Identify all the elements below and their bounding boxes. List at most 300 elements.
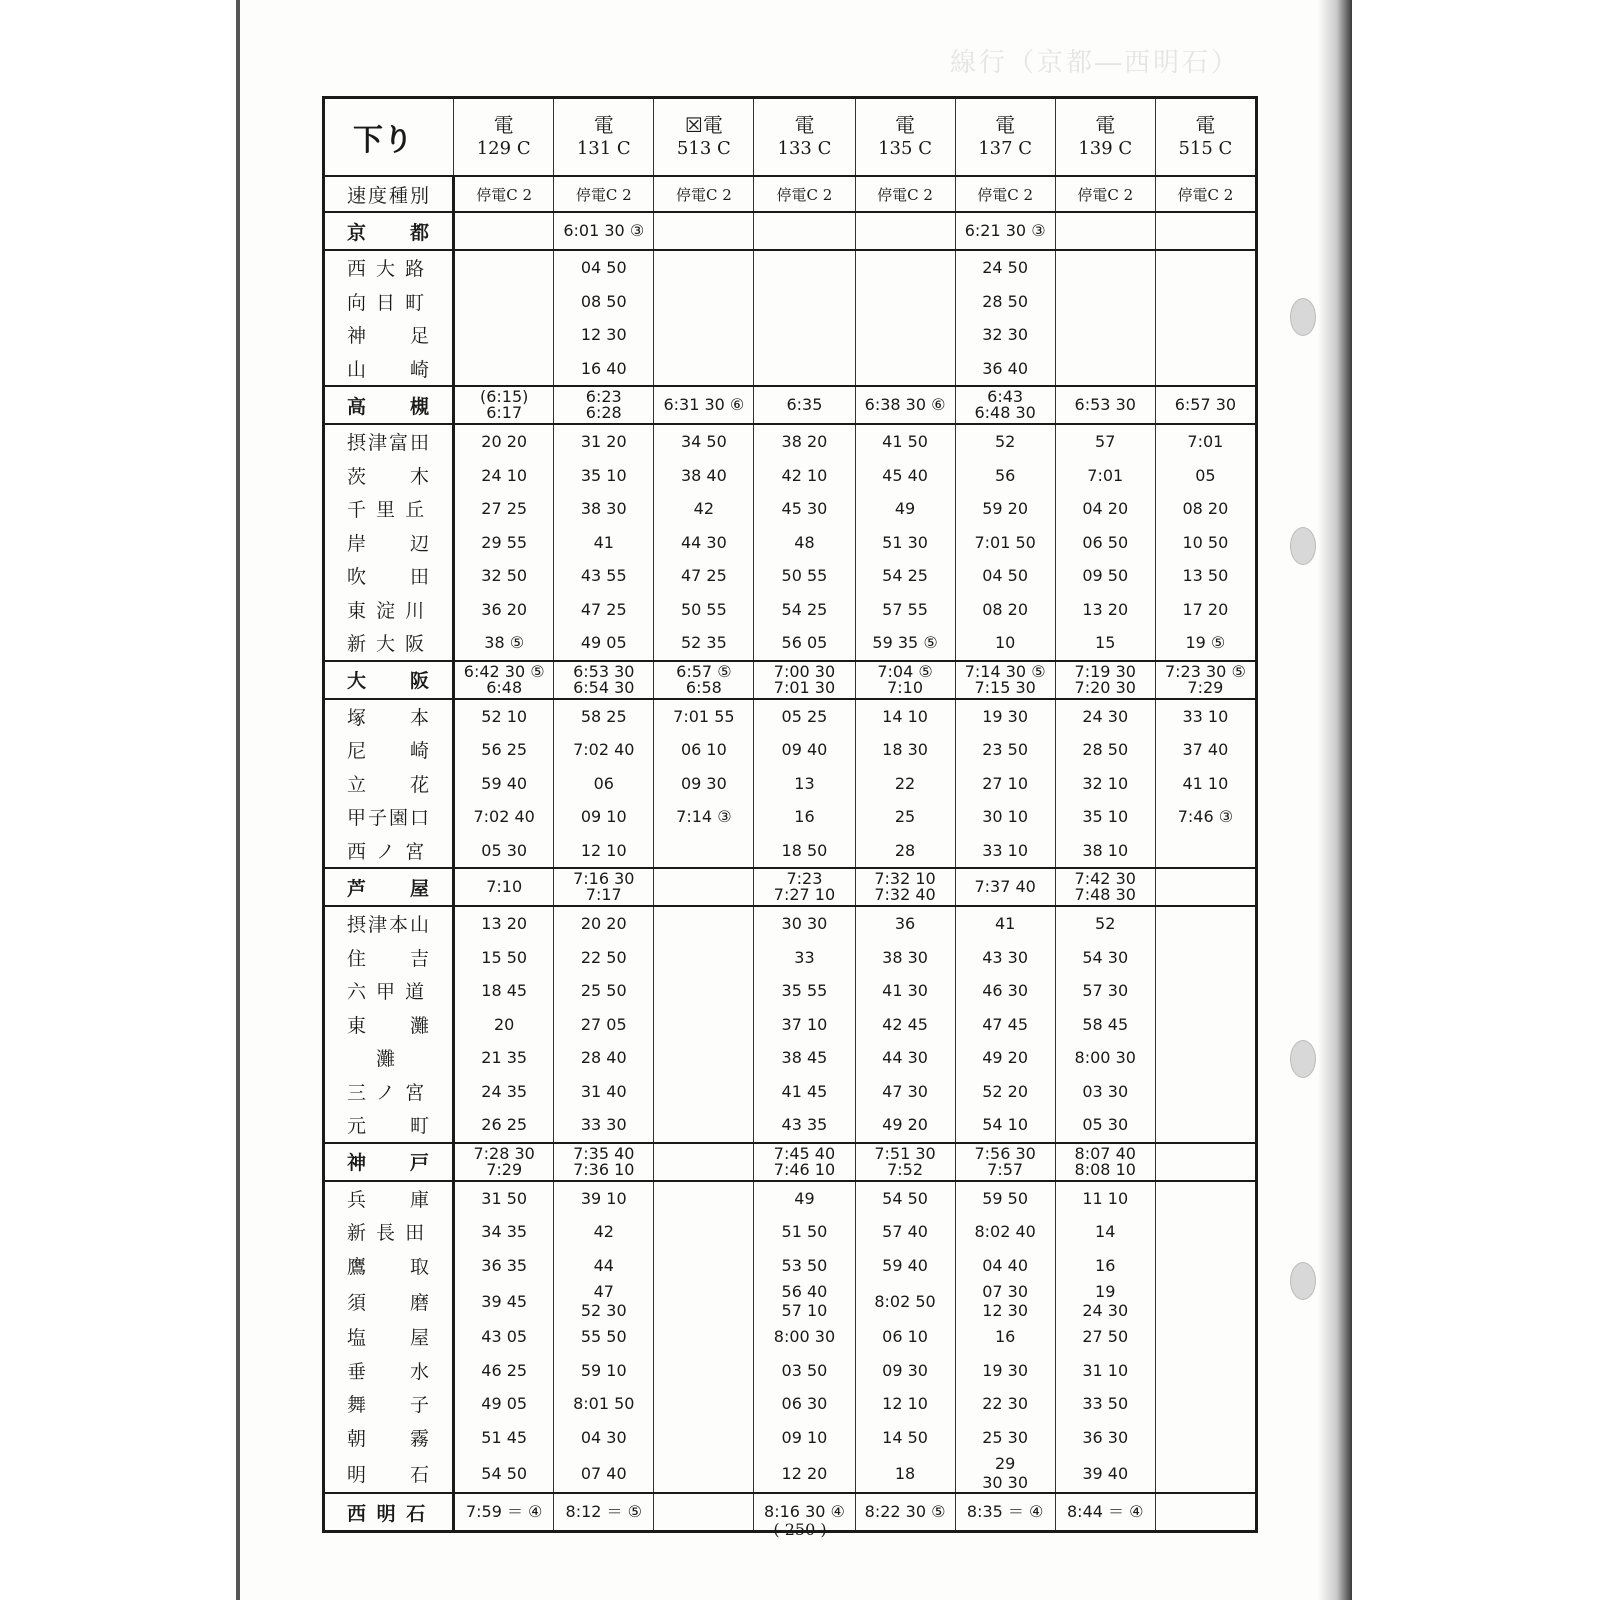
station-name: 高 槻 bbox=[324, 386, 454, 424]
time-cell: 24 10 bbox=[454, 459, 554, 493]
punch-hole bbox=[1290, 527, 1316, 565]
time-cell: 49 05 bbox=[454, 1387, 554, 1421]
time-cell: 49 bbox=[855, 492, 955, 526]
departure-time: 7:46 10 bbox=[773, 1159, 836, 1179]
time-cell: 7:14 ③ bbox=[654, 800, 754, 834]
station-name: 鷹 取 bbox=[324, 1249, 454, 1283]
time-cell: 39 10 bbox=[554, 1181, 654, 1216]
arrival-time: 6:53 30 bbox=[573, 661, 635, 681]
departure-time: 6:48 30 bbox=[974, 403, 1036, 422]
train-kind: 電 bbox=[1195, 113, 1216, 137]
time-cell: 04 50 bbox=[554, 250, 654, 285]
train-number: 513 C bbox=[676, 138, 731, 159]
time-cell: 13 50 bbox=[1155, 559, 1256, 593]
time-cell: 47 25 bbox=[554, 593, 654, 627]
time-cell: 54 50 bbox=[454, 1454, 554, 1493]
time-cell: 8:02 50 bbox=[855, 1282, 955, 1320]
time-cell: 59 20 bbox=[955, 492, 1055, 526]
station-row bbox=[324, 1282, 1257, 1320]
time-cell bbox=[554, 386, 654, 424]
station-name: 須 磨 bbox=[324, 1282, 454, 1320]
departure-time: 7:48 30 bbox=[1074, 885, 1136, 904]
time-cell bbox=[955, 1282, 1055, 1320]
station-name: 摂津富田 bbox=[324, 424, 454, 459]
station-name: 住 吉 bbox=[324, 941, 454, 975]
arrival-time: 7:23 bbox=[786, 869, 823, 888]
time-cell: 32 10 bbox=[1055, 767, 1155, 801]
time-cell bbox=[1155, 1249, 1256, 1283]
time-cell: 09 10 bbox=[754, 1421, 855, 1455]
time-cell bbox=[654, 868, 754, 906]
time-cell: 09 30 bbox=[855, 1354, 955, 1388]
time-cell: 13 20 bbox=[1055, 593, 1155, 627]
time-cell bbox=[1055, 1143, 1155, 1181]
time-cell: 7:02 40 bbox=[554, 733, 654, 767]
time-cell bbox=[654, 250, 754, 285]
time-cell bbox=[754, 318, 855, 352]
station-row bbox=[324, 285, 1257, 319]
time-cell: 08 50 bbox=[554, 285, 654, 319]
station-name: 東 灘 bbox=[324, 1008, 454, 1042]
time-cell: 54 25 bbox=[754, 593, 855, 627]
time-cell bbox=[855, 352, 955, 387]
time-cell: 25 bbox=[855, 800, 955, 834]
time-cell: 56 05 bbox=[754, 626, 855, 661]
station-name: 京 都 bbox=[324, 212, 454, 250]
arrival-time: 7:45 40 bbox=[773, 1143, 836, 1163]
time-cell bbox=[654, 318, 754, 352]
time-cell: 7:01 bbox=[1055, 459, 1155, 493]
time-cell: 8:00 30 bbox=[754, 1320, 855, 1354]
departure-time: 7:32 40 bbox=[874, 885, 936, 904]
time-cell: 44 30 bbox=[654, 526, 754, 560]
train-header bbox=[454, 98, 554, 177]
time-cell bbox=[855, 250, 955, 285]
time-cell: 22 30 bbox=[955, 1387, 1055, 1421]
time-cell bbox=[754, 1143, 855, 1181]
time-cell bbox=[1155, 1215, 1256, 1249]
time-cell: 7:01 55 bbox=[654, 699, 754, 734]
time-cell: 49 05 bbox=[554, 626, 654, 661]
time-cell: 54 10 bbox=[955, 1108, 1055, 1143]
time-cell: 28 50 bbox=[955, 285, 1055, 319]
time-cell: 42 bbox=[554, 1215, 654, 1249]
arrival-time: 7:16 30 bbox=[573, 869, 635, 888]
time-cell bbox=[754, 250, 855, 285]
time-cell bbox=[654, 1249, 754, 1283]
time-cell: 18 50 bbox=[754, 834, 855, 869]
time-cell: 34 35 bbox=[454, 1215, 554, 1249]
time-cell: 6:57 30 bbox=[1155, 386, 1256, 424]
train-number-header-row bbox=[324, 98, 1257, 177]
time-cell: 05 25 bbox=[754, 699, 855, 734]
train-number: 515 C bbox=[1178, 138, 1233, 159]
train-kind: 電 bbox=[995, 113, 1016, 137]
time-cell bbox=[955, 1143, 1055, 1181]
time-cell: 6:01 30 ③ bbox=[554, 212, 654, 250]
station-row bbox=[324, 941, 1257, 975]
time-cell: 6:38 30 ⑥ bbox=[855, 386, 955, 424]
time-cell: 52 bbox=[1055, 906, 1155, 941]
time-cell: 56 bbox=[955, 459, 1055, 493]
time-cell: 09 30 bbox=[654, 767, 754, 801]
time-cell bbox=[1155, 1387, 1256, 1421]
time-cell: 53 50 bbox=[754, 1249, 855, 1283]
time-cell: 7:02 40 bbox=[454, 800, 554, 834]
time-cell bbox=[1055, 212, 1155, 250]
speed-type: 停電C 2 bbox=[955, 176, 1055, 212]
station-name: 朝 霧 bbox=[324, 1421, 454, 1455]
scan-margin-left bbox=[0, 0, 236, 1600]
station-name: 兵 庫 bbox=[324, 1181, 454, 1216]
station-name: 神 足 bbox=[324, 318, 454, 352]
departure-time: 7:57 bbox=[987, 1159, 1024, 1179]
time-cell: 23 50 bbox=[955, 733, 1055, 767]
time-cell: 26 25 bbox=[454, 1108, 554, 1143]
time-cell: 31 10 bbox=[1055, 1354, 1155, 1388]
time-cell: 41 30 bbox=[855, 974, 955, 1008]
time-cell: 31 20 bbox=[554, 424, 654, 459]
arrival-time: 7:19 30 bbox=[1074, 661, 1136, 681]
speed-type: 停電C 2 bbox=[554, 176, 654, 212]
time-cell bbox=[654, 1041, 754, 1075]
time-cell bbox=[654, 212, 754, 250]
departure-time: 7:52 bbox=[887, 1159, 924, 1179]
station-row bbox=[324, 1108, 1257, 1143]
arrival-time: 8:07 40 bbox=[1074, 1143, 1136, 1163]
departure-time: 7:01 30 bbox=[773, 677, 836, 697]
time-cell: 18 30 bbox=[855, 733, 955, 767]
time-cell bbox=[654, 1108, 754, 1143]
time-cell: 12 20 bbox=[754, 1454, 855, 1493]
time-cell: 42 10 bbox=[754, 459, 855, 493]
time-cell bbox=[1155, 1143, 1256, 1181]
time-cell: 43 55 bbox=[554, 559, 654, 593]
departure-time: 24 30 bbox=[1082, 1301, 1129, 1320]
train-header bbox=[1155, 98, 1256, 177]
time-cell: 27 05 bbox=[554, 1008, 654, 1042]
time-cell: 36 35 bbox=[454, 1249, 554, 1283]
time-cell: 42 bbox=[654, 492, 754, 526]
time-cell bbox=[855, 661, 955, 699]
time-cell: 18 45 bbox=[454, 974, 554, 1008]
time-cell: 51 50 bbox=[754, 1215, 855, 1249]
time-cell: 44 bbox=[554, 1249, 654, 1283]
time-cell bbox=[654, 1215, 754, 1249]
time-cell bbox=[654, 1143, 754, 1181]
station-name: 芦 屋 bbox=[324, 868, 454, 906]
time-cell bbox=[855, 868, 955, 906]
time-cell bbox=[754, 1282, 855, 1320]
time-cell bbox=[554, 1143, 654, 1181]
station-name: 塩 屋 bbox=[324, 1320, 454, 1354]
station-row bbox=[324, 800, 1257, 834]
time-cell bbox=[454, 318, 554, 352]
station-name: 新 大 阪 bbox=[324, 626, 454, 661]
arrival-time: 7:32 10 bbox=[874, 869, 936, 888]
station-name: 吹 田 bbox=[324, 559, 454, 593]
time-cell: 8:35 ＝ ④ bbox=[955, 1493, 1055, 1532]
time-cell: 7:59 ＝ ④ bbox=[454, 1493, 554, 1532]
time-cell: 28 50 bbox=[1055, 733, 1155, 767]
speed-type-row bbox=[324, 176, 1257, 212]
time-cell bbox=[1055, 352, 1155, 387]
time-cell: 04 20 bbox=[1055, 492, 1155, 526]
station-row bbox=[324, 318, 1257, 352]
time-cell: 24 50 bbox=[955, 250, 1055, 285]
time-cell bbox=[654, 941, 754, 975]
station-name: 西 ノ 宮 bbox=[324, 834, 454, 869]
time-cell: 45 40 bbox=[855, 459, 955, 493]
time-cell bbox=[654, 1008, 754, 1042]
station-name: 西 明 石 bbox=[324, 1493, 454, 1532]
time-cell: 8:12 ＝ ⑤ bbox=[554, 1493, 654, 1532]
train-number: 131 C bbox=[576, 138, 631, 159]
speed-type-label: 速度種別 bbox=[324, 176, 454, 212]
arrival-time: 7:04 ⑤ bbox=[877, 661, 933, 681]
time-cell: 17 20 bbox=[1155, 593, 1256, 627]
time-cell bbox=[554, 868, 654, 906]
station-row bbox=[324, 834, 1257, 869]
train-number: 135 C bbox=[878, 138, 932, 159]
direction-label: 下り bbox=[324, 98, 454, 177]
time-cell: 7:01 bbox=[1155, 424, 1256, 459]
time-cell: 56 25 bbox=[454, 733, 554, 767]
time-cell: 7:46 ③ bbox=[1155, 800, 1256, 834]
station-row bbox=[324, 250, 1257, 285]
arrival-time: 7:00 30 bbox=[773, 661, 836, 681]
time-cell: 29 55 bbox=[454, 526, 554, 560]
time-cell: 50 55 bbox=[754, 559, 855, 593]
arrival-time: 19 bbox=[1095, 1282, 1116, 1301]
time-cell bbox=[1155, 1282, 1256, 1320]
time-cell bbox=[654, 906, 754, 941]
time-cell: 38 30 bbox=[855, 941, 955, 975]
station-row bbox=[324, 386, 1257, 424]
time-cell: 54 30 bbox=[1055, 941, 1155, 975]
arrival-time: 29 bbox=[994, 1454, 1016, 1473]
station-row bbox=[324, 1041, 1257, 1075]
time-cell: 6:31 30 ⑥ bbox=[654, 386, 754, 424]
time-cell: 24 35 bbox=[454, 1075, 554, 1109]
train-timetable bbox=[322, 96, 1258, 1533]
station-row bbox=[324, 733, 1257, 767]
time-cell: 49 20 bbox=[855, 1108, 955, 1143]
time-cell: 49 bbox=[754, 1181, 855, 1216]
time-cell: 32 50 bbox=[454, 559, 554, 593]
time-cell bbox=[654, 1387, 754, 1421]
time-cell: 05 30 bbox=[454, 834, 554, 869]
time-cell bbox=[1055, 318, 1155, 352]
time-cell: 22 50 bbox=[554, 941, 654, 975]
time-cell: 52 bbox=[955, 424, 1055, 459]
station-name: 大 阪 bbox=[324, 661, 454, 699]
station-row bbox=[324, 1320, 1257, 1354]
train-number: 129 C bbox=[476, 138, 531, 159]
time-cell: 16 bbox=[754, 800, 855, 834]
station-name: 立 花 bbox=[324, 767, 454, 801]
time-cell: 54 25 bbox=[855, 559, 955, 593]
train-kind: 電 bbox=[493, 113, 514, 137]
train-number: 137 C bbox=[978, 138, 1033, 159]
station-row bbox=[324, 699, 1257, 734]
arrival-time: 07 30 bbox=[982, 1282, 1029, 1301]
time-cell bbox=[654, 285, 754, 319]
station-row bbox=[324, 1387, 1257, 1421]
station-name: 千 里 丘 bbox=[324, 492, 454, 526]
time-cell: 8:01 50 bbox=[554, 1387, 654, 1421]
time-cell: 59 40 bbox=[855, 1249, 955, 1283]
train-kind: 電 bbox=[794, 113, 815, 137]
time-cell bbox=[1155, 1421, 1256, 1455]
time-cell bbox=[1055, 868, 1155, 906]
time-cell: 25 50 bbox=[554, 974, 654, 1008]
train-number: 139 C bbox=[1078, 138, 1133, 159]
time-cell: 03 30 bbox=[1055, 1075, 1155, 1109]
bleed-through-title: 線行（京都―西明石） bbox=[950, 48, 1241, 78]
time-cell: 14 50 bbox=[855, 1421, 955, 1455]
time-cell bbox=[754, 212, 855, 250]
time-cell: 27 10 bbox=[955, 767, 1055, 801]
time-cell: 59 35 ⑤ bbox=[855, 626, 955, 661]
time-cell bbox=[955, 661, 1055, 699]
time-cell: 32 30 bbox=[955, 318, 1055, 352]
arrival-time: 7:56 30 bbox=[974, 1143, 1036, 1163]
departure-time: 52 30 bbox=[580, 1301, 627, 1320]
time-cell: 41 10 bbox=[1155, 767, 1256, 801]
time-cell: 09 10 bbox=[554, 800, 654, 834]
time-cell: 03 50 bbox=[754, 1354, 855, 1388]
speed-type: 停電C 2 bbox=[454, 176, 554, 212]
station-row bbox=[324, 593, 1257, 627]
time-cell bbox=[454, 212, 554, 250]
punch-hole bbox=[1290, 1040, 1316, 1078]
station-row bbox=[324, 767, 1257, 801]
time-cell: 52 35 bbox=[654, 626, 754, 661]
time-cell: 54 50 bbox=[855, 1181, 955, 1216]
time-cell bbox=[654, 974, 754, 1008]
time-cell: 09 40 bbox=[754, 733, 855, 767]
time-cell: 09 50 bbox=[1055, 559, 1155, 593]
scan-margin-right bbox=[1338, 0, 1600, 1600]
time-cell: 38 10 bbox=[1055, 834, 1155, 869]
time-cell: 37 10 bbox=[754, 1008, 855, 1042]
time-cell: 15 50 bbox=[454, 941, 554, 975]
time-cell bbox=[1155, 974, 1256, 1008]
time-cell: 8:44 ＝ ④ bbox=[1055, 1493, 1155, 1532]
time-cell: 22 bbox=[855, 767, 955, 801]
time-cell: 38 40 bbox=[654, 459, 754, 493]
time-cell: 35 55 bbox=[754, 974, 855, 1008]
departure-time: 6:48 bbox=[486, 677, 523, 697]
time-cell: 50 55 bbox=[654, 593, 754, 627]
time-cell: 39 45 bbox=[454, 1282, 554, 1320]
time-cell bbox=[1155, 661, 1256, 699]
station-name: 明 石 bbox=[324, 1454, 454, 1493]
time-cell bbox=[654, 1282, 754, 1320]
time-cell: 36 30 bbox=[1055, 1421, 1155, 1455]
time-cell: 45 30 bbox=[754, 492, 855, 526]
departure-time: 57 10 bbox=[781, 1301, 828, 1320]
station-row bbox=[324, 974, 1257, 1008]
time-cell bbox=[855, 212, 955, 250]
time-cell: 44 30 bbox=[855, 1041, 955, 1075]
time-cell bbox=[554, 1282, 654, 1320]
arrival-time: 6:23 bbox=[585, 387, 622, 406]
time-cell bbox=[1155, 834, 1256, 869]
time-cell: 43 05 bbox=[454, 1320, 554, 1354]
time-cell: 33 30 bbox=[554, 1108, 654, 1143]
time-cell: 38 ⑤ bbox=[454, 626, 554, 661]
time-cell bbox=[454, 661, 554, 699]
time-cell: 36 bbox=[855, 906, 955, 941]
time-cell: 33 50 bbox=[1055, 1387, 1155, 1421]
time-cell bbox=[1055, 250, 1155, 285]
station-name: 西 大 路 bbox=[324, 250, 454, 285]
station-row bbox=[324, 1143, 1257, 1181]
time-cell: 05 bbox=[1155, 459, 1256, 493]
station-row bbox=[324, 212, 1257, 250]
time-cell bbox=[754, 661, 855, 699]
time-cell: 57 bbox=[1055, 424, 1155, 459]
time-cell: 47 30 bbox=[855, 1075, 955, 1109]
arrival-time: 7:14 30 ⑤ bbox=[964, 661, 1046, 681]
station-name: 甲子園口 bbox=[324, 800, 454, 834]
page-curl-shadow bbox=[1318, 0, 1352, 1600]
time-cell: 08 20 bbox=[1155, 492, 1256, 526]
station-row bbox=[324, 1354, 1257, 1388]
time-cell: 10 bbox=[955, 626, 1055, 661]
time-cell: 31 50 bbox=[454, 1181, 554, 1216]
station-row bbox=[324, 492, 1257, 526]
time-cell: 6:35 bbox=[754, 386, 855, 424]
departure-time: 7:29 bbox=[486, 1159, 523, 1179]
station-row bbox=[324, 661, 1257, 699]
station-row bbox=[324, 1454, 1257, 1493]
station-row bbox=[324, 459, 1257, 493]
arrival-time: (6:15) bbox=[479, 387, 529, 406]
time-cell bbox=[855, 318, 955, 352]
time-cell bbox=[1055, 285, 1155, 319]
time-cell bbox=[454, 386, 554, 424]
time-cell: 19 30 bbox=[955, 699, 1055, 734]
station-name: 尼 崎 bbox=[324, 733, 454, 767]
station-name: 六 甲 道 bbox=[324, 974, 454, 1008]
punch-hole bbox=[1290, 298, 1316, 336]
departure-time: 6:17 bbox=[486, 403, 523, 422]
speed-type: 停電C 2 bbox=[855, 176, 955, 212]
station-row bbox=[324, 526, 1257, 560]
time-cell: 59 50 bbox=[955, 1181, 1055, 1216]
time-cell bbox=[1155, 1320, 1256, 1354]
departure-time: 7:10 bbox=[887, 677, 924, 697]
time-cell: 49 20 bbox=[955, 1041, 1055, 1075]
time-cell: 58 45 bbox=[1055, 1008, 1155, 1042]
time-cell bbox=[1155, 1108, 1256, 1143]
speed-type: 停電C 2 bbox=[754, 176, 855, 212]
train-kind: 電 bbox=[895, 113, 916, 137]
time-cell: 57 40 bbox=[855, 1215, 955, 1249]
time-cell: 8:16 30 ④ bbox=[754, 1493, 855, 1532]
time-cell: 31 40 bbox=[554, 1075, 654, 1109]
time-cell bbox=[855, 285, 955, 319]
station-row bbox=[324, 1249, 1257, 1283]
time-cell: 58 25 bbox=[554, 699, 654, 734]
time-cell: 8:00 30 bbox=[1055, 1041, 1155, 1075]
arrival-time: 56 40 bbox=[781, 1282, 828, 1301]
time-cell: 35 10 bbox=[554, 459, 654, 493]
time-cell bbox=[1055, 661, 1155, 699]
